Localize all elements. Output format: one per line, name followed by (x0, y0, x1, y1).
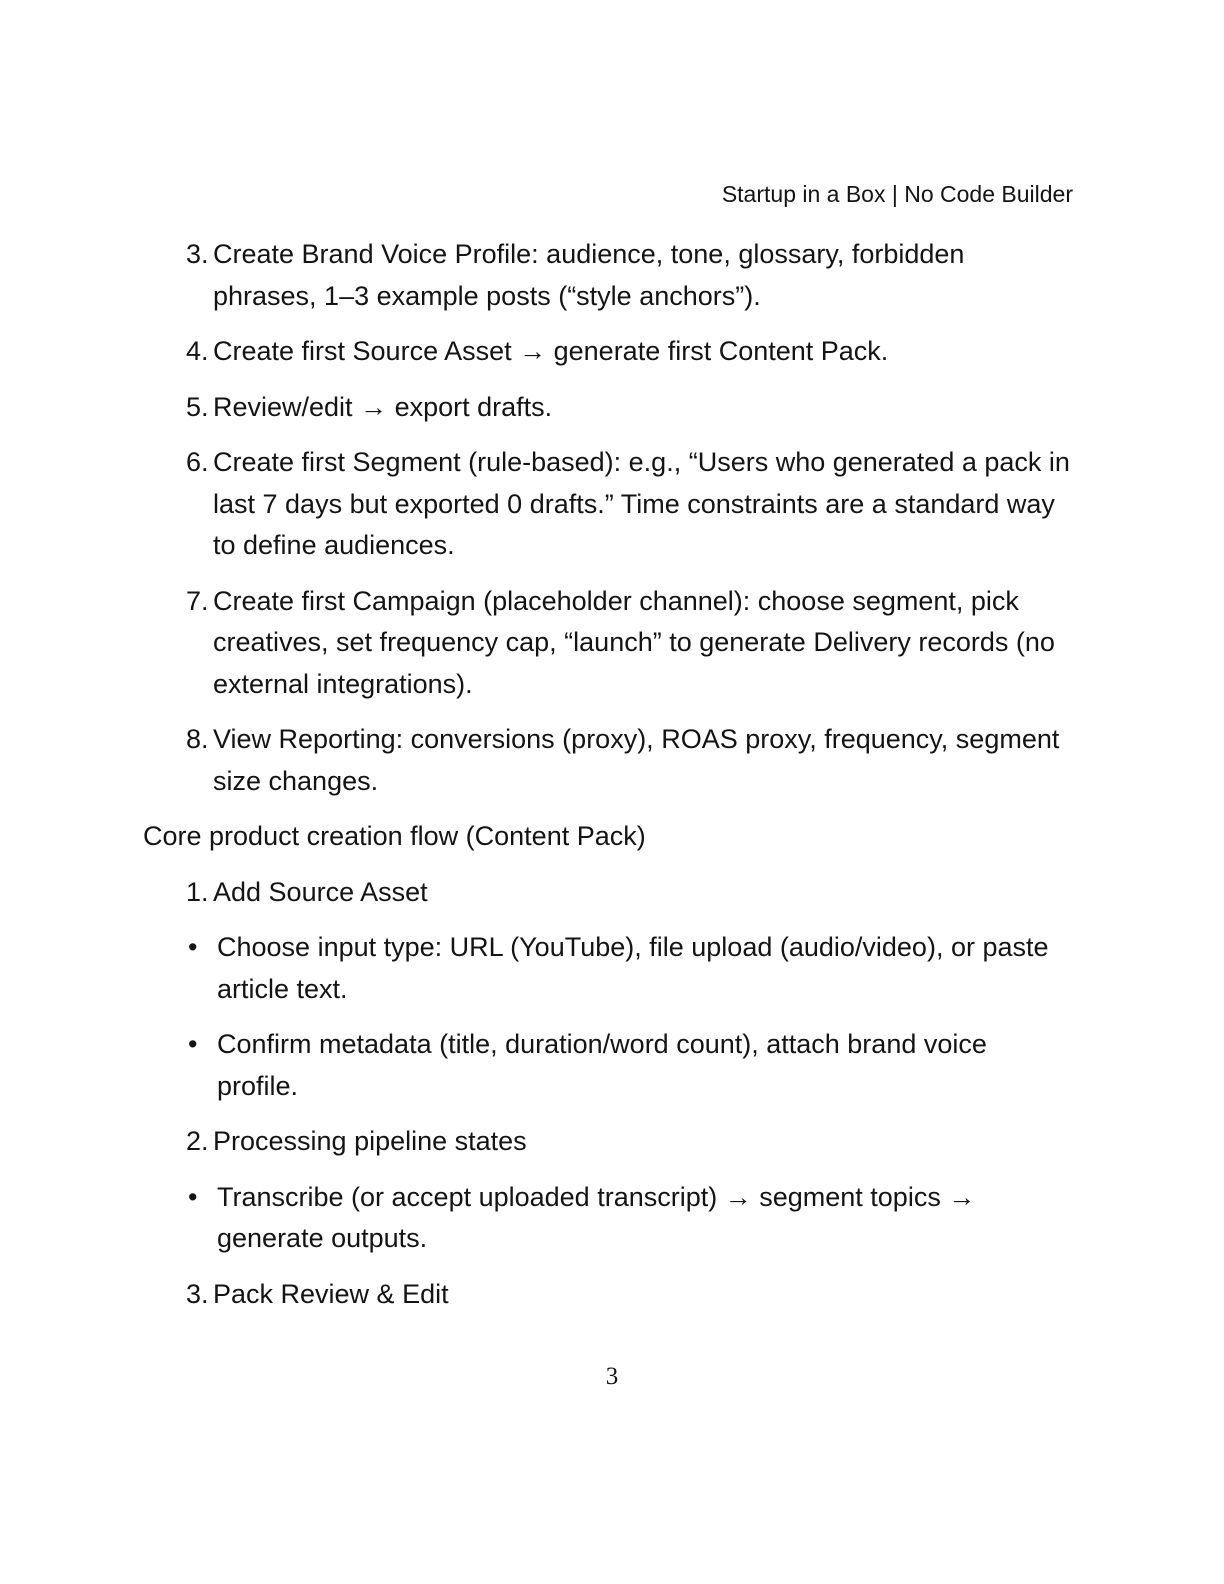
page-number: 3 (605, 1363, 619, 1390)
list-item-7 (143, 581, 1073, 706)
list-marker: 5. (186, 391, 209, 422)
list-item-text: Review/edit → export drafts. (213, 391, 553, 422)
list-item-5 (143, 387, 1073, 429)
list-marker: 6. (186, 447, 209, 477)
list-item-text: Create first Segment (rule-based): e.g., “Users who generated a pack in last 7 days but exported 0 drafts.” Time constraints are a standard way to define audiences. (213, 447, 1070, 560)
list-item-1 (143, 872, 1073, 914)
list-item-text: Create first Source Asset → generate first Content Pack. (213, 336, 889, 366)
list-item-8 (143, 719, 1073, 802)
list-item-2 (143, 1121, 1073, 1163)
list-item-text: Pack Review & Edit (213, 1278, 449, 1309)
bullet-item-text: Transcribe (or accept uploaded transcript) → segment topics → generate outputs. (217, 1181, 976, 1253)
list-item-3 (143, 234, 1073, 317)
list-marker: 3. (186, 1278, 209, 1309)
bullet-item-choose-input (143, 927, 1073, 1010)
bullet-item-confirm-metadata (143, 1024, 1073, 1107)
list-marker: 1. (186, 876, 209, 907)
bullet-icon: • (188, 932, 198, 962)
bullet-item-text: Confirm metadata (title, duration/word count), attach brand voice profile. (217, 1029, 987, 1101)
list-item-3-pack-review (143, 1274, 1073, 1316)
list-item-text: Create first Campaign (placeholder channel): choose segment, pick creatives, set frequency cap, “launch” to generate Delivery records (no external integrations). (213, 585, 1055, 699)
bullet-icon: • (188, 1029, 198, 1059)
document-body (143, 234, 1073, 1315)
list-marker: 2. (186, 1126, 209, 1156)
list-item-text: View Reporting: conversions (proxy), ROAS proxy, frequency, segment size changes. (213, 724, 1060, 796)
bullet-item-transcribe (143, 1177, 1073, 1260)
list-item-text: Processing pipeline states (213, 1126, 527, 1156)
bullet-icon: • (188, 1181, 198, 1212)
bullet-item-text: Choose input type: URL (YouTube), file upload (audio/video), or paste article text. (217, 932, 1049, 1004)
list-marker: 4. (186, 336, 209, 366)
list-marker: 3. (186, 239, 209, 269)
list-item-6 (143, 442, 1073, 567)
list-item-text: Add Source Asset (213, 876, 428, 907)
list-marker: 8. (186, 724, 209, 754)
section-heading: Core product creation flow (Content Pack) (143, 821, 646, 851)
list-marker: 7. (186, 585, 209, 616)
running-header: Startup in a Box | No Code Builder (721, 181, 1073, 207)
list-item-text: Create Brand Voice Profile: audience, tone, glossary, forbidden phrases, 1–3 example posts (“style anchors”). (213, 239, 965, 311)
list-item-4 (143, 331, 1073, 373)
